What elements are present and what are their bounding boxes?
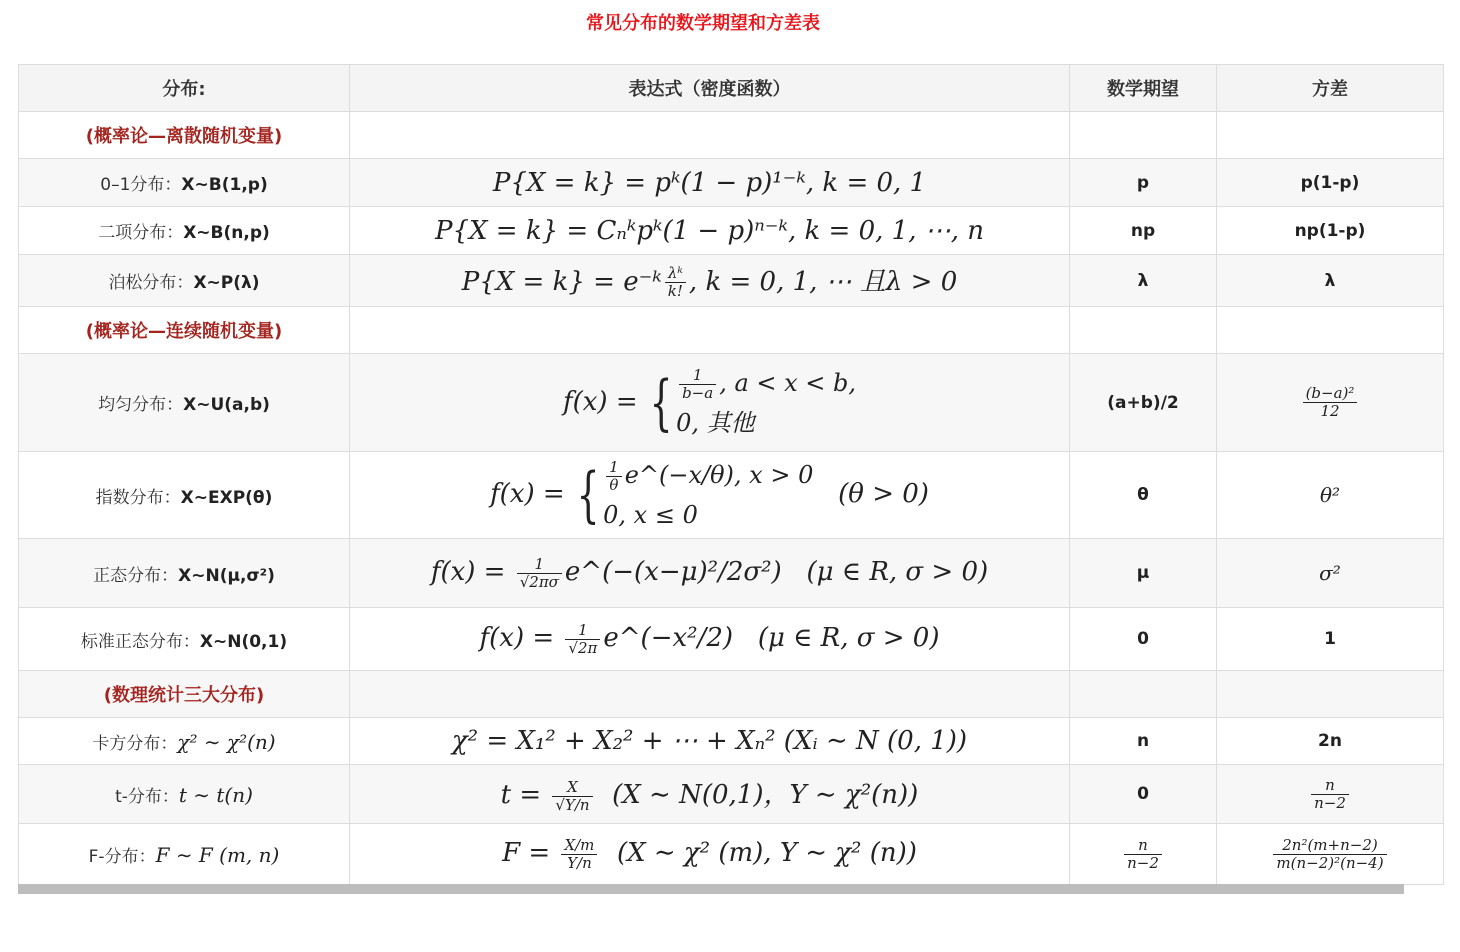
dist-notation: χ² ∼ χ²(n) <box>177 729 276 754</box>
dist-notation: X~EXP(θ) <box>180 487 273 508</box>
formula-lhs: f(x) = <box>490 479 565 509</box>
fraction-num: n <box>1311 777 1349 795</box>
dist-notation: X~U(a,b) <box>183 395 270 415</box>
header-expr: 表达式（密度函数） <box>350 65 1070 112</box>
mean-value: μ <box>1070 539 1217 608</box>
cases <box>603 455 813 535</box>
left-brace-icon: { <box>649 367 673 438</box>
variance-value <box>1270 835 1389 872</box>
formula <box>562 365 857 438</box>
fraction-den: θ <box>609 476 619 494</box>
fraction-den: k! <box>667 282 683 301</box>
fraction <box>665 265 686 300</box>
table-row-binomial <box>19 207 1444 255</box>
table-row-uniform <box>19 354 1444 452</box>
variance-value <box>1308 775 1352 812</box>
fraction <box>565 622 600 657</box>
variance-value: σ² <box>1319 561 1341 585</box>
formula: P{X = k} = Cₙᵏpᵏ(1 − p)ⁿ⁻ᵏ, k = 0, 1, ⋯, n <box>434 215 985 246</box>
dist-name: F-分布： <box>88 846 156 867</box>
fraction <box>679 367 716 402</box>
formula-condition: (θ > 0) <box>838 479 929 509</box>
header-mean: 数学期望 <box>1070 65 1217 112</box>
formula: χ² = X₁² + X₂² + ⋯ + Xₙ² (Xᵢ ∼ N (0, 1)) <box>451 726 968 756</box>
variance-value: λ <box>1217 255 1444 307</box>
formula-part: , k = 0, 1, ⋯ 且λ > 0 <box>688 266 958 297</box>
formula <box>461 264 958 301</box>
fraction-den: √Y/n <box>555 795 590 814</box>
cases <box>676 363 856 443</box>
table-row-bernoulli <box>19 159 1444 207</box>
formula-exp: e^(−x²/2) <box>603 623 734 653</box>
formula: P{X = k} = pᵏ(1 − p)¹⁻ᵏ, k = 0, 1 <box>492 167 927 198</box>
fraction-num: 1 <box>517 556 562 574</box>
mean-value: n <box>1070 718 1217 765</box>
dist-notation: X~N(0,1) <box>199 631 288 652</box>
case-text: , a < x < b, <box>719 368 857 397</box>
variance-value <box>1300 384 1361 420</box>
dist-name: 泊松分布： <box>108 273 194 293</box>
fraction <box>1311 777 1349 812</box>
formula <box>500 777 919 814</box>
horizontal-scrollbar[interactable] <box>18 884 1404 894</box>
section-row-continuous <box>19 307 1444 354</box>
fraction-num: 1 <box>606 459 622 477</box>
formula-condition: (X ∼ N(0,1)，Y ∼ χ²(n)) <box>612 780 919 811</box>
fraction-num: 1 <box>565 622 600 640</box>
mean-value: 0 <box>1070 608 1217 671</box>
fraction-num: 1 <box>679 367 716 385</box>
section-row-discrete <box>19 112 1444 159</box>
fraction <box>1124 837 1162 872</box>
section-row-stats <box>19 671 1444 718</box>
section-label-continuous: (概率论—连续随机变量) <box>19 307 350 354</box>
dist-name: 二项分布： <box>98 223 184 243</box>
fraction-num: (b−a)² <box>1303 385 1358 403</box>
fraction-den: 12 <box>1320 402 1340 420</box>
mean-value: p <box>1070 159 1217 207</box>
mean-value: λ <box>1070 255 1217 307</box>
mean-value <box>1121 835 1165 872</box>
mean-value: np <box>1070 207 1217 255</box>
table-row-normal <box>19 539 1444 608</box>
formula <box>502 835 917 872</box>
case-line <box>603 455 813 495</box>
fraction-num: n <box>1124 837 1162 855</box>
variance-value: np(1-p) <box>1217 207 1444 255</box>
formula-lhs: f(x) = <box>479 623 555 653</box>
fraction-den: √2π <box>568 638 598 657</box>
fraction <box>606 459 622 494</box>
section-label-stats: (数理统计三大分布) <box>19 671 350 718</box>
fraction-den: √2πσ <box>519 572 559 591</box>
header-dist: 分布: <box>19 65 350 112</box>
fraction-num: λᵏ <box>665 265 686 283</box>
dist-name: 0–1分布： <box>100 175 182 195</box>
section-label-discrete: (概率论—离散随机变量) <box>19 112 350 159</box>
formula-condition: (μ ∈ R, σ > 0) <box>806 557 989 587</box>
table-row-std-normal <box>19 608 1444 671</box>
table-row-exponential <box>19 452 1444 539</box>
variance-value: 2n <box>1217 718 1444 765</box>
case-line <box>676 363 856 403</box>
formula-exp: e^(−(x−μ)²/2σ²) <box>564 557 782 587</box>
formula <box>430 554 989 591</box>
dist-notation: X~B(1,p) <box>181 175 268 195</box>
table-row-poisson <box>19 255 1444 307</box>
dist-notation: X~P(λ) <box>193 273 260 293</box>
dist-notation: X~B(n,p) <box>183 223 270 243</box>
header-var: 方差 <box>1217 65 1444 112</box>
dist-notation: t ∼ t(n) <box>178 782 253 807</box>
dist-notation: F ∼ F (m, n) <box>155 842 280 867</box>
mean-value: θ <box>1070 452 1217 539</box>
case-line: 0, x ≤ 0 <box>603 501 698 529</box>
mean-value: (a+b)/2 <box>1070 354 1217 452</box>
fraction-den: n−2 <box>1127 853 1159 872</box>
formula-lhs: f(x) = <box>430 557 506 587</box>
variance-value: 1 <box>1217 608 1444 671</box>
variance-value: θ² <box>1319 483 1341 507</box>
fraction <box>552 779 592 814</box>
dist-notation: X~N(μ,σ²) <box>178 565 275 586</box>
fraction-den: b−a <box>682 383 714 402</box>
dist-name: 正态分布： <box>93 565 179 586</box>
dist-name: 均匀分布： <box>98 395 184 415</box>
fraction-den: m(n−2)²(n−4) <box>1276 853 1384 872</box>
fraction <box>1303 385 1358 420</box>
formula-lhs: t = <box>500 780 542 811</box>
table-header-row <box>19 65 1444 112</box>
formula-lhs: F = <box>502 838 551 868</box>
dist-name: t-分布： <box>115 786 179 807</box>
formula <box>479 620 940 657</box>
distribution-table <box>18 64 1444 885</box>
table-row-chi-square <box>19 718 1444 765</box>
fraction-den: Y/n <box>567 853 592 872</box>
fraction-num: X <box>552 779 592 797</box>
formula-lhs: f(x) = <box>562 386 638 417</box>
left-brace-icon: { <box>576 460 600 530</box>
dist-name: 指数分布： <box>95 487 181 508</box>
fraction-num: X/m <box>561 837 597 855</box>
fraction-num: 2n²(m+n−2) <box>1273 837 1386 855</box>
dist-name: 卡方分布： <box>92 733 178 754</box>
variance-value: p(1-p) <box>1217 159 1444 207</box>
formula-condition: (X ∼ χ² (m), Y ∼ χ² (n)) <box>616 838 917 868</box>
formula <box>490 458 929 530</box>
fraction <box>561 837 597 872</box>
fraction <box>1273 837 1386 872</box>
case-line: 0, 其他 <box>676 408 755 437</box>
formula-condition: (μ ∈ R, σ > 0) <box>757 623 940 653</box>
table-row-f <box>19 824 1444 885</box>
fraction <box>517 556 562 591</box>
fraction-den: n−2 <box>1314 793 1346 812</box>
formula-part: P{X = k} = e⁻ᵏ <box>461 266 662 297</box>
case-text: e^(−x/θ), x > 0 <box>624 461 814 489</box>
mean-value: 0 <box>1070 765 1217 824</box>
table-row-t <box>19 765 1444 824</box>
dist-name: 标准正态分布： <box>80 631 200 652</box>
page-title: 常见分布的数学期望和方差表 <box>586 13 820 34</box>
